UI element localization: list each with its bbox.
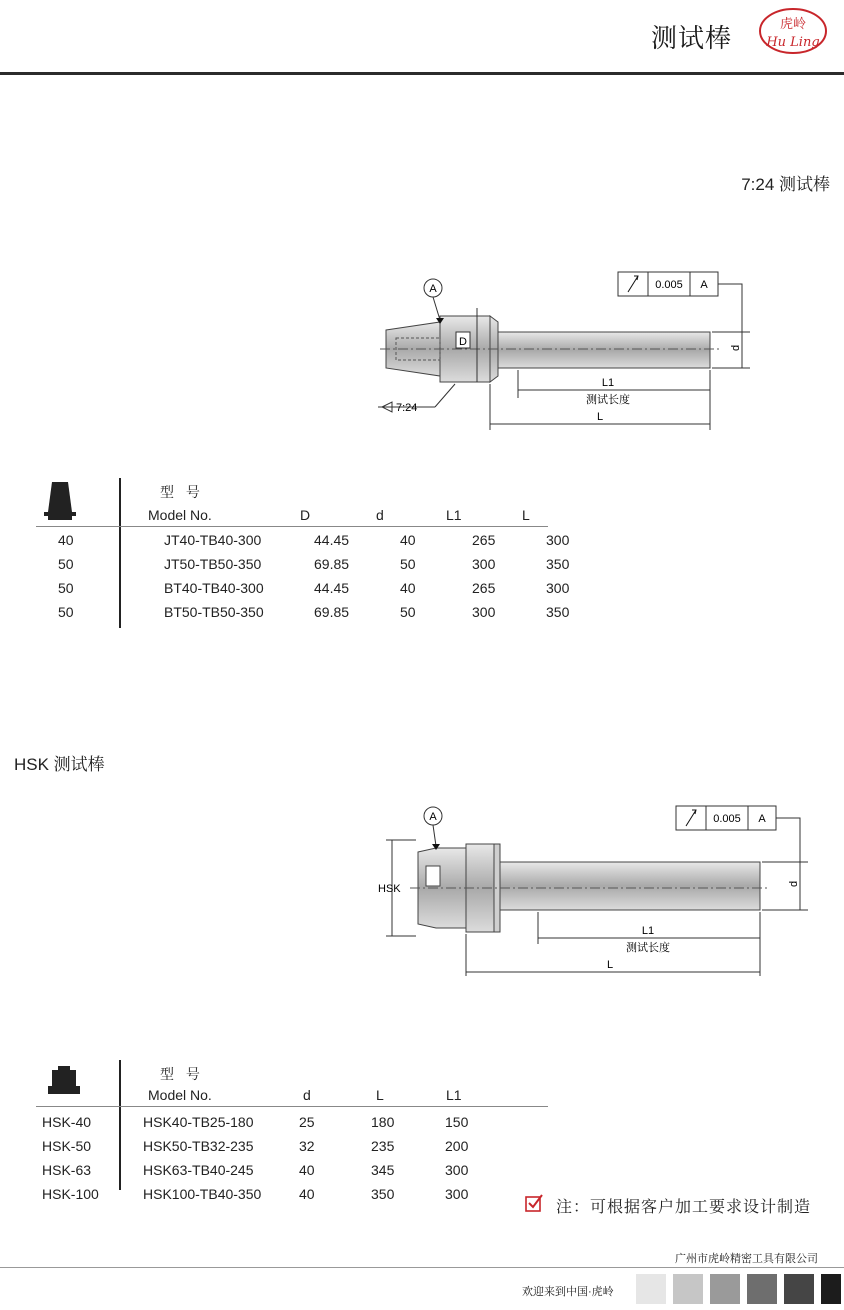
table1-header-model: Model No. (148, 507, 212, 523)
table2 (36, 1110, 485, 1206)
table1-header-rule (36, 526, 548, 527)
table1 (36, 528, 586, 624)
tolerance-datum: A (700, 279, 708, 291)
datum-a-label: A (429, 811, 437, 823)
label-d: d (730, 344, 742, 351)
table2-col-d: d (303, 1087, 311, 1103)
label-L: L (596, 411, 604, 423)
gray-swatch-2 (673, 1274, 703, 1304)
header-rule (0, 72, 844, 75)
tolerance-datum: A (758, 813, 766, 825)
tolerance-value: 0.005 (655, 279, 683, 291)
table2-header-model: Model No. (148, 1087, 212, 1103)
table-row: 50 BT40-TB40-300 44.45 40 265 300 (58, 580, 570, 596)
table-row: HSK-63 HSK63-TB40-245 40 345 300 (42, 1162, 469, 1178)
table1-col-d: d (376, 507, 384, 523)
gray-swatch-4 (747, 1274, 777, 1304)
welcome-text: 欢迎来到中国·虎岭 (522, 1286, 614, 1298)
table2-header-rule (36, 1106, 548, 1107)
label-test-length: 测试长度 (626, 942, 670, 954)
custom-design-note: 注：可根据客户加工要求设计制造 (556, 1199, 812, 1216)
table2-header-cn: 型 号 (160, 1066, 204, 1082)
table2-col-L: L (376, 1087, 384, 1103)
label-d: d (788, 880, 800, 887)
section1-title: 7:24 测试棒 (741, 175, 830, 194)
tolerance-value: 0.005 (713, 813, 741, 825)
label-L1: L1 (641, 925, 655, 937)
table1-col-D: D (300, 507, 311, 523)
page-title: 测试棒 (650, 23, 732, 53)
label-D: D (459, 336, 467, 348)
table-row: HSK-40 HSK40-TB25-180 25 180 150 (42, 1114, 469, 1130)
section2-title: HSK 测试棒 (14, 755, 105, 774)
table-row: HSK-100 HSK100-TB40-350 40 350 300 (42, 1186, 469, 1202)
table1-col-L1: L1 (446, 507, 462, 523)
checkbox-icon (524, 1193, 544, 1213)
label-hsk: HSK (378, 883, 401, 895)
label-taper: 7:24 (396, 402, 418, 414)
table1-header-cn: 型 号 (160, 484, 204, 500)
gray-swatch-5 (784, 1274, 814, 1304)
company-logo (758, 6, 828, 56)
table-row: 40 JT40-TB40-300 44.45 40 265 300 (58, 532, 570, 548)
label-L: L (606, 959, 614, 971)
datum-a-label: A (429, 283, 437, 295)
label-test-length: 测试长度 (586, 394, 630, 406)
table2-col-L1: L1 (446, 1087, 462, 1103)
footer-rule (0, 1267, 844, 1268)
table-row: 50 JT50-TB50-350 69.85 50 300 350 (58, 556, 570, 572)
gray-swatch-1 (636, 1274, 666, 1304)
taper-holder-icon (36, 476, 86, 524)
company-name: 广州市虎岭精密工具有限公司 (675, 1253, 818, 1265)
gray-swatch-3 (710, 1274, 740, 1304)
table1-col-L: L (522, 507, 530, 523)
taper-test-bar-diagram (360, 262, 760, 438)
table-row: 50 BT50-TB50-350 69.85 50 300 350 (58, 604, 570, 620)
label-L1: L1 (601, 377, 615, 389)
svg-text:虎岭: 虎岭 (779, 17, 807, 32)
hsk-test-bar-diagram (370, 800, 810, 980)
svg-text:Hu Ling: Hu Ling (766, 35, 820, 50)
hsk-holder-icon (44, 1064, 84, 1096)
gray-swatch-6 (821, 1274, 841, 1304)
table-row: HSK-50 HSK50-TB32-235 32 235 200 (42, 1138, 469, 1154)
